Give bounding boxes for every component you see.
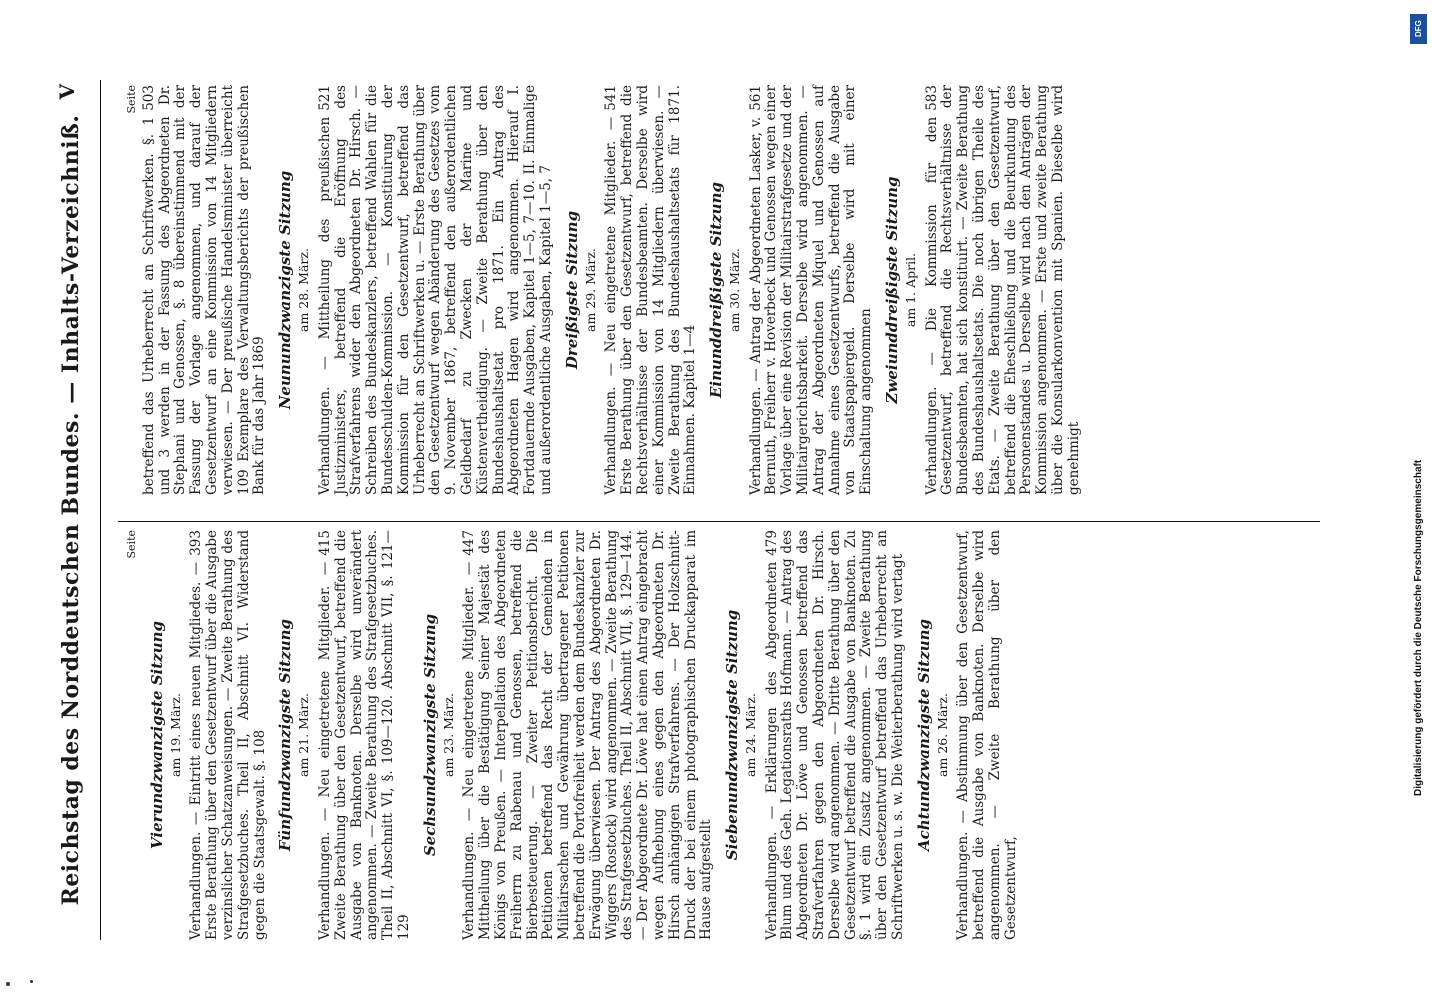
session-heading: Vierundzwanzigste Sitzung [147,621,166,849]
session-heading: Zweiunddreißigste Sitzung [883,176,902,404]
page-reference: 447 [461,530,478,556]
digitization-text: Digitalisierung gefördert durch die Deutsche Forschungsgemeinschaft [1413,459,1424,796]
scan-speck [30,980,33,983]
session-heading: Siebenundzwanzigste Sitzung [723,609,742,861]
session-entry [462,530,715,940]
session-text: Verhandlungen. — Mittheilung des preußischen Justizministers, betreffend die Eröffnung des Strafverfahrens wider den Abgeordneten Dr. Hirsch. — Schreiben des Bundeskanzlers, betreffend Wahlen für die Bundesschulden-Kommission. — Konstituirung der Kommission für den Gesetzentwurf, betreffend das Urheberrecht an Schriftwerken u. — Erste Berathung über den Gesetzentwurf wegen Abänderung des Gesetzes vom 9. November 1867, betreffend den außerordentlichen Geldbedarf zu Zwecken der Marine und Küstenvertheidigung. — Zweite Berathung über den Bundeshaushaltsetat pro 1871. Ein Antrag des Abgeordneten Hagen wird angenommen. Hierauf I. Fortdauernde Ausgaben, Kapitel 1—5, 7—10. II. Einmalige und außerordentliche Ausgaben, Kapitel 1—5, 7 [316,85,554,495]
session-heading: Sechsundzwanzigste Sitzung [420,613,439,857]
page-reference: 561 [747,85,764,111]
session-heading: Achtundzwanzigste Sitzung [914,618,933,852]
column-divider [118,521,1320,522]
session-text: Verhandlungen. — Antrag der Abgeordneten Lasker, v. Bernuth, Freiherr v. Hoverbeck und Genossen wegen einer Vorlage über eine Revision der Militairstrafgesetze und der Militairgerichtsbarkeit. Derselbe wird angenommen. — Antrag der Abgeordneten Miquel und Genossen auf Annahme eines Gesetzentwurfs, betreffend die Ausgabe von Staatspapiergeld. Derselbe wird mit einer Einschaltung angenommen [747,85,875,495]
session-date: am 26. März. [934,693,950,777]
page-header [55,80,101,940]
session-date: am 24. März. [742,693,758,777]
session-entry [318,530,413,940]
page-title: Reichstag des Norddeutschen Bundes. — Inhalts-Verzeichniß. [58,114,84,906]
session-text: Verhandlungen. — Eintritt eines neuen Mitgliedes. — Erste Berathung über den Gesetzentwurf über die Ausgabe verzinslicher Schatzanweisungen. — Zweite Berathung des Strafgesetzbuches. Theil II, Abschnitt VI. Widerstand gegen die Staatsgewalt. §. 108 [188,530,268,940]
session-text: Verhandlungen. — Neu eingetretene Mitglieder. — Mittheilung über die Bestätigung Seiner Majestät des Königs von Preußen. — Interpellation des Abgeordneten Freiherrn zu Rabenau und Genossen, betreffend die Bierbesteuerung. — Zweiter Petitionsbericht. Die Petitionen betreffend das Recht der Gemeinden in Militairsachen und Gewährung übertragener Petitionen betreffend die Portofreiheit werden dem Bundeskanzler zur Erwägung überwiesen. Der Antrag des Abgeordneten Dr. Wiggers (Rostock) wird angenommen. — Zweite Berathung des Strafgesetzbuches. Theil II, Abschnitt VII, §. 129—144. — Der Abgeordnete Dr. Löwe hat einen Antrag eingebracht wegen Aufhebung eines gegen den Abgeordneten Dr. Hirsch anhängigen Strafverfahrens. — Der Holzschnitt-Druck der bei einem photographischen Druckapparat im Hause aufgestellt [461,530,715,940]
session-entry [604,85,699,495]
session-text: Verhandlungen. — Neu eingetretene Mitglieder. — Erste Berathung über den Gesetzentwurf, betreffend die Rechtsverhältnisse der Bundesbeamten. Derselbe wird einer Kommission von 14 Mitgliedern überwiesen. — Zweite Berathung des Bundeshaushaltsetats für 1871. Einnahmen. Kapitel 1—4 [603,85,699,495]
session-text: Verhandlungen. — Die Kommission für den Gesetzentwurf, betreffend die Rechtsverhältnisse der Bundesbeamten, hat sich konstituirt. — Zweite Berathung des Bundeshaushaltsetats. Die noch übrigen Theile des Etats. — Zweite Berathung über den Gesetzentwurf, betreffend die Eheschließung und die Beurkundung des Personenstandes u. Derselbe wird nach den Anträgen der Kommission angenommen. — Erste und zweite Berathung über die Konsularkonvention mit Spanien. Dieselbe wird genehmigt [923,85,1082,495]
session-heading: Fünfundzwanzigste Sitzung [276,618,295,852]
session-entry [765,530,907,940]
session-text: betreffend das Urheberrecht an Schriftwerken. §. 1 und 3 werden in der Fassung des Abgeordneten Dr. Stephani und Genossen, §. 8 übereinstimmend mit der Fassung der Vorlage angenommen, und darauf der Gesetzentwurf an eine Kommission von 14 Mitgliedern verwiesen. — Der preußische Handelsminister überreicht 109 Exemplare des Verwaltungsberichts der preußischen Bank für das Jahr 1869 [140,85,268,495]
session-heading: Einunddreißigste Sitzung [707,182,726,398]
page-reference: 521 [316,85,333,111]
page-numeral: V [55,84,79,100]
page-reference: 415 [316,530,333,556]
page-reference: 583 [923,85,940,111]
session-heading: Neunundzwanzigste Sitzung [276,170,295,410]
session-date: am 30. März. [726,248,742,332]
session-date: am 21. März. [296,693,312,777]
session-entry [925,85,1083,495]
dfg-logo: DFG [1410,14,1427,44]
digitization-note [1408,6,1430,996]
session-date: am 19. März. [167,693,183,777]
session-entry [956,530,1019,940]
session-date: am 1. April. [902,252,918,328]
page-reference: 393 [188,530,205,556]
session-entry [749,85,875,495]
seite-label: Seite [125,85,138,114]
left-column [124,530,1320,940]
session-date: am 28. März. [295,248,311,332]
page-reference: 541 [603,85,620,111]
session-entry [318,85,555,495]
session-text: Verhandlungen. — Erklärungen des Abgeordneten Blum und des Geh. Legationsraths Hofmann. — Antrag des Abgeordneten Dr. Löwe und Genossen betreffend das Strafverfahren gegen den Abgeordneten Dr. Hirsch. Derselbe wird angenommen. — Dritte Berathung über den Gesetzentwurf betreffend die Ausgabe von Banknoten. Zu §. 1 wird ein Zusatz angenommen. — Zweite Berathung über den Gesetzentwurf betreffend das Urheberrecht an Schriftwerken u. s. w. Die Weiterberathung wird vertagt [763,530,907,940]
session-entry [189,530,268,940]
seite-label: Seite [125,530,138,559]
session-entry [142,85,268,495]
session-date: am 29. März. [582,248,598,332]
scan-speck [6,982,10,986]
right-column [124,85,1320,495]
session-text: Verhandlungen. — Neu eingetretene Mitglieder. — Zweite Berathung über den Gesetzentwurf, betreffend die Ausgabe von Banknoten. Derselbe wird unverändert angenommen. — Zweite Berathung des Strafgesetzbuches. Theil II, Abschnitt VI, §. 109—120. Abschnitt VII, §. 121—129 [316,530,412,940]
session-text: Verhandlungen. — Abstimmung über den Gesetzentwurf, betreffend die Ausgabe von Banknoten. Derselbe wird angenommen. — Zweite Berathung über den Gesetzentwurf, [955,530,1019,940]
page-reference: 479 [763,530,780,556]
page-reference: 503 [140,85,157,111]
session-heading: Dreißigste Sitzung [562,210,581,370]
session-date: am 23. März. [440,693,456,777]
